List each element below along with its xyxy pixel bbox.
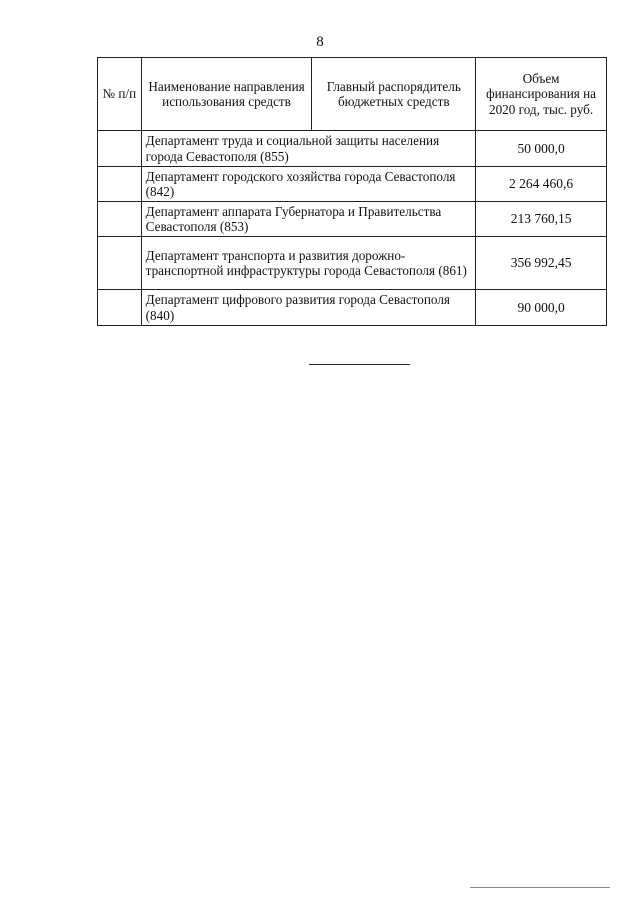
row-department: Департамент аппарата Губернатора и Правительства Севастополя (853) <box>141 202 475 237</box>
header-row <box>98 58 607 131</box>
row-amount: 50 000,0 <box>476 131 607 167</box>
funding-table <box>97 57 607 326</box>
row-department: Департамент городского хозяйства города Севастополя (842) <box>141 167 475 202</box>
row-amount: 90 000,0 <box>476 290 607 326</box>
table-header <box>98 58 607 131</box>
row-amount: 213 760,15 <box>476 202 607 237</box>
row-amount: 356 992,45 <box>476 237 607 290</box>
footer-line <box>470 887 610 888</box>
header-number: № п/п <box>98 58 142 131</box>
table-row <box>98 167 607 202</box>
table-row <box>98 290 607 326</box>
page-number: 8 <box>316 34 324 50</box>
table-body <box>98 131 607 326</box>
row-number <box>98 202 142 237</box>
table-row <box>98 202 607 237</box>
row-number <box>98 290 142 326</box>
header-direction: Наименование направления использования средств <box>141 58 312 131</box>
row-amount: 2 264 460,6 <box>476 167 607 202</box>
header-manager: Главный распорядитель бюджетных средств <box>312 58 476 131</box>
header-amount: Объем финансирования на 2020 год, тыс. руб. <box>476 58 607 131</box>
row-department: Департамент транспорта и развития дорожно-транспортной инфраструктуры города Севастополя (861) <box>141 237 475 290</box>
row-number <box>98 167 142 202</box>
row-department: Департамент труда и социальной защиты населения города Севастополя (855) <box>141 131 475 167</box>
row-number <box>98 131 142 167</box>
table-row <box>98 237 607 290</box>
separator-line <box>309 364 410 365</box>
row-number <box>98 237 142 290</box>
table-row <box>98 131 607 167</box>
row-department: Департамент цифрового развития города Севастополя (840) <box>141 290 475 326</box>
